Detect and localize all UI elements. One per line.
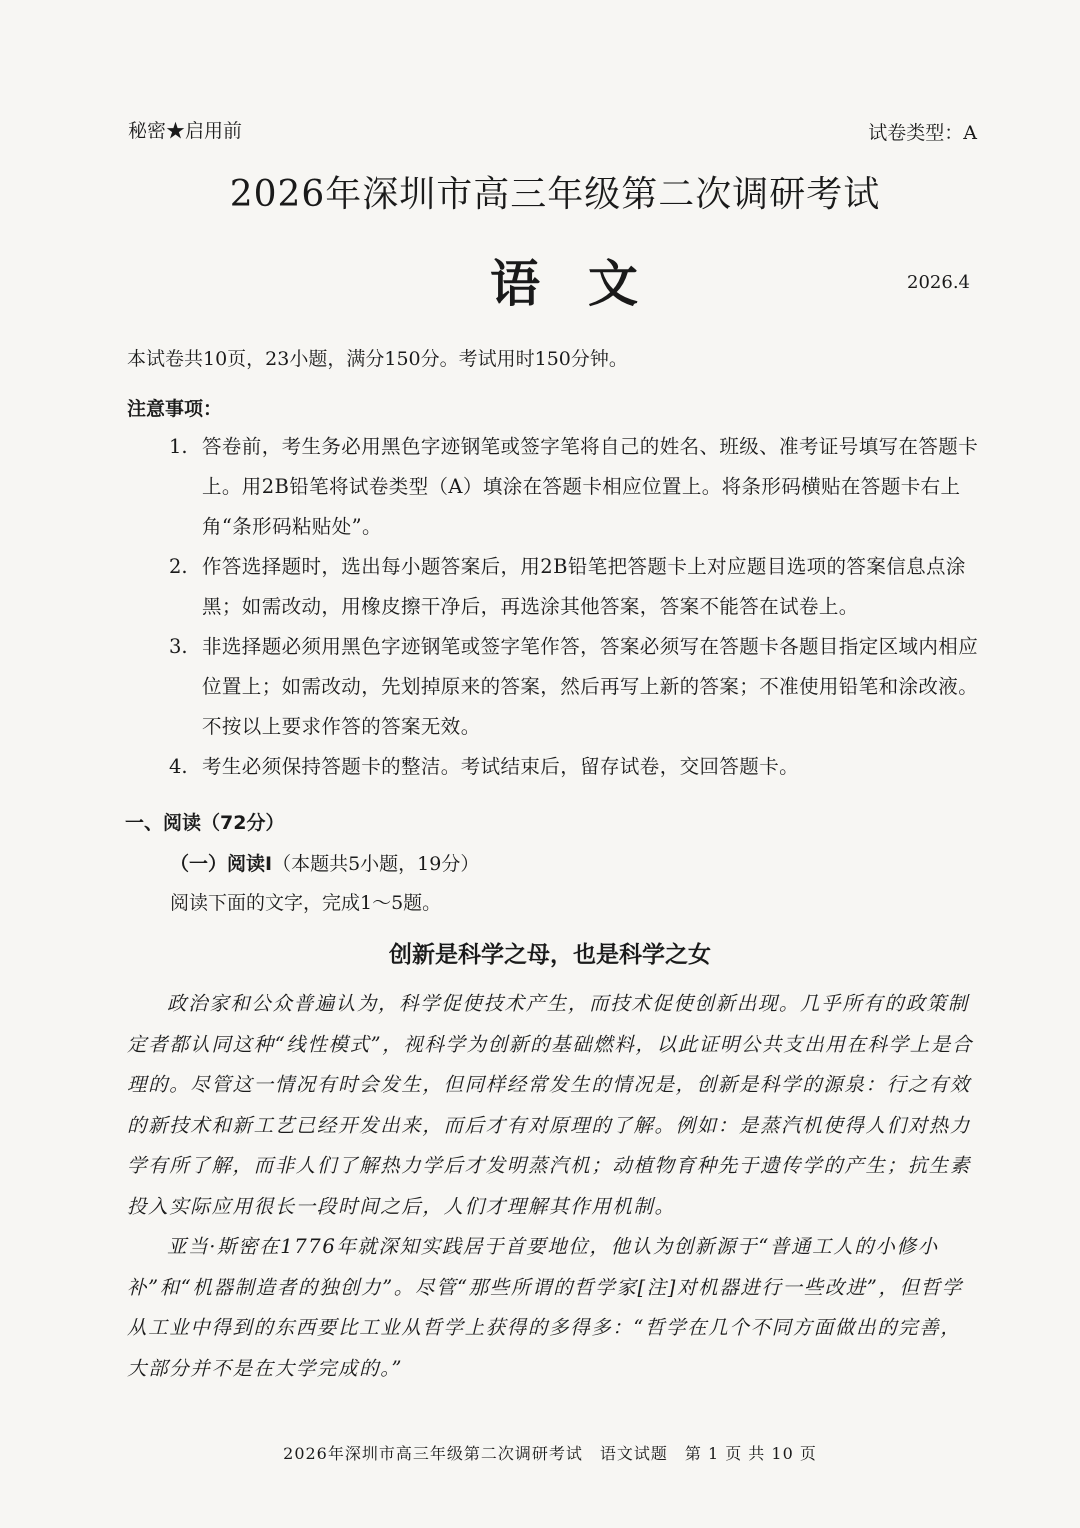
notice-item — [169, 627, 984, 747]
exam-date: 2026.4 — [907, 272, 970, 293]
paper-type-label: 试卷类型：A — [868, 122, 977, 144]
article-paragraph: 政治家和公众普遍认为，科学促使技术产生，而技术促使创新出现。几乎所有的政策制定者都认同这种“线性模式”，视科学为创新的基础燃料，以此证明公共支出用在科学上是合理的。尽管这一情况有时会发生，但同样经常发生的情况是，创新是科学的源泉：行之有效的新技术和新工艺已经开发出来，而后才有对原理的了解。例如：是蒸汽机使得人们对热力学有所了解，而非人们了解热力学后才发明蒸汽机；动植物育种先于遗传学的产生；抗生素投入实际应用很长一段时间之后，人们才理解其作用机制。 — [127, 992, 974, 1218]
notice-item-text: 考生必须保持答题卡的整洁。考试结束后，留存试卷，交回答题卡。 — [202, 755, 800, 778]
exam-title: 2026年深圳市高三年级第二次调研考试 — [229, 174, 881, 215]
notice-item-number: 1. — [169, 435, 188, 458]
confidential-label: 秘密★启用前 — [128, 120, 243, 142]
subsection-heading — [170, 849, 479, 876]
article-title: 创新是科学之母，也是科学之女 — [389, 942, 711, 968]
page-footer: 2026年深圳市高三年级第二次调研考试 语文试题 第 1 页 共 10 页 — [283, 1444, 817, 1463]
notice-item — [169, 427, 984, 547]
subsection-heading-detail: （本题共5小题，19分） — [272, 853, 480, 875]
notice-item-number: 2. — [169, 555, 188, 578]
notice-item-text: 非选择题必须用黑色字迹钢笔或签字笔作答，答案必须写在答题卡各题目指定区域内相应位置上；如需改动，先划掉原来的答案，然后再写上新的答案；不准使用铅笔和涂改液。不按以上要求作答的答案无效。 — [202, 635, 979, 738]
notice-item-text: 答卷前，考生务必用黑色字迹钢笔或签字笔将自己的姓名、班级、准考证号填写在答题卡上。用2B铅笔将试卷类型（A）填涂在答题卡相应位置上。将条形码横贴在答题卡右上角“条形码粘贴处”。 — [202, 435, 979, 538]
article-paragraph: 亚当·斯密在1776年就深知实践居于首要地位，他认为创新源于“普通工人的小修小补”和“机器制造者的独创力”。尽管“那些所谓的哲学家[注]对机器进行一些改进”，但哲学从工业中得到的东西要比工业从哲学上获得的多得多：“哲学在几个不同方面做出的完善，大部分并不是在大学完成的。” — [127, 1235, 963, 1380]
notice-item — [169, 547, 984, 627]
notice-item-text: 作答选择题时，选出每小题答案后，用2B铅笔把答题卡上对应题目选项的答案信息点涂黑；如需改动，用橡皮擦干净后，再选涂其他答案，答案不能答在试卷上。 — [202, 555, 966, 618]
notice-heading: 注意事项： — [127, 398, 223, 420]
exam-summary: 本试卷共10页，23小题，满分150分。考试用时150分钟。 — [127, 348, 628, 370]
notice-item-number: 4. — [169, 755, 188, 778]
notice-item — [169, 747, 984, 787]
reading-instruction: 阅读下面的文字，完成1～5题。 — [170, 892, 442, 914]
notice-item-number: 3. — [169, 635, 188, 658]
section-heading: 一、阅读（72分） — [125, 812, 285, 834]
subject-title: 语文 — [490, 255, 686, 313]
subsection-heading-bold: （一）阅读Ⅰ — [170, 853, 273, 875]
